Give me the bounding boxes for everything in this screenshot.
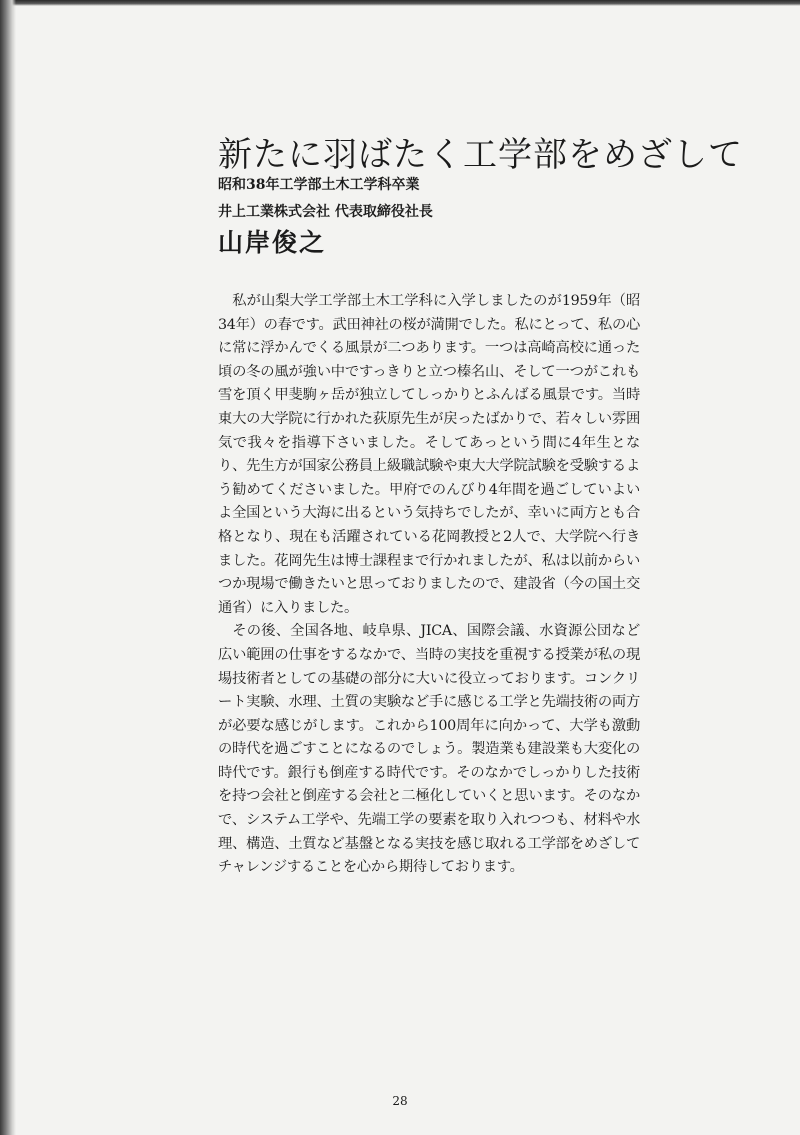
article-title: 新たに羽ばたく工学部をめざして [218, 134, 743, 175]
page-number: 28 [392, 1094, 408, 1108]
author-name: 山岸俊之 [218, 228, 327, 257]
article-body [218, 290, 640, 880]
body-paragraph: 私が山梨大学工学部土木工学科に入学しましたのが1959年（昭34年）の春です。武田神社の桜が満開でした。私にとって、私の心に常に浮かんでくる風景が二つあります。一つは高崎高校に通った頃の冬の風が強い中ですっきりと立つ榛名山、そして一つがこれも雪を頂く甲斐駒ヶ岳が独立してしっかりとふんばる風景です。当時東大の大学院に行かれた荻原先生が戻ったばかりで、若々しい雰囲気で我々を指導下さいました。そしてあっという間に4年生となり、先生方が国家公務員上級職試験や東大大学院試験を受験するよう勧めてくださいました。甲府でのんびり4年間を過ごしていよいよ全国という大海に出るという気持ちでしたが、幸いに両方とも合格となり、現在も活躍されている花岡教授と2人で、大学院へ行きました。花岡先生は博士課程まで行かれましたが、私は以前からいつか現場で働きたいと思っておりましたので、建設省（今の国土交通省）に入りました。 [218, 293, 640, 616]
author-graduation: 昭和38年工学部土木工学科卒業 [218, 177, 420, 193]
body-paragraph: その後、全国各地、岐阜県、JICA、国際会議、水資源公団など広い範囲の仕事をするなかで、当時の実技を重視する授業が私の現場技術者としての基礎の部分に大いに役立っております。コンクリート実験、水理、土質の実験など手に感じる工学と先端技術の両方が必要な感じがします。これから100周年に向かって、大学も激動の時代を過ごすことになるのでしょう。製造業も建設業も大変化の時代です。銀行も倒産する時代です。そのなかでしっかりした技術を持つ会社と倒産する会社と二極化していくと思います。そのなかで、システム工学や、先端工学の要素を取り入れつつも、材料や水理、構造、土質など基盤となる実技を感じ取れる工学部をめざしてチャレンジすることを心から期待しております。 [218, 623, 640, 876]
author-position: 井上工業株式会社 代表取締役社長 [218, 204, 433, 220]
